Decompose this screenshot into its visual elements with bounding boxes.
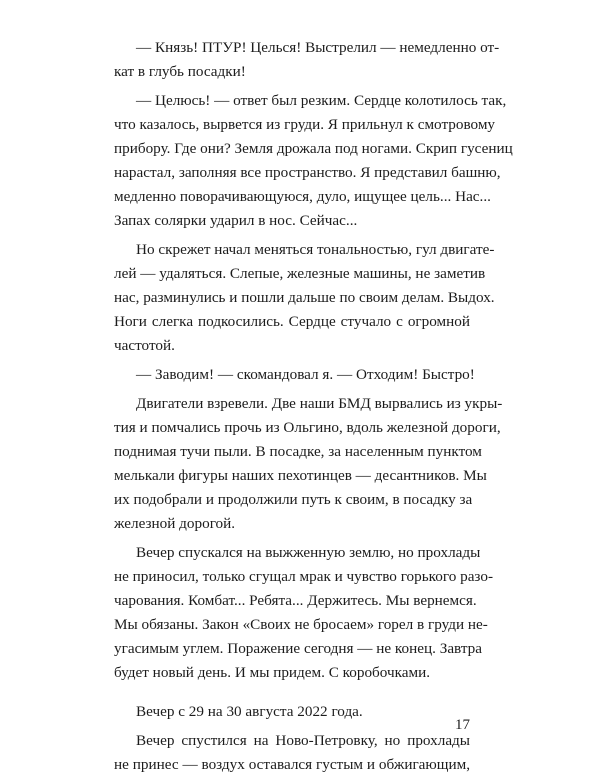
text-line: медленно поворачивающуюся, дуло, ищущее цель... Нас... <box>114 188 491 205</box>
text-line: угасимым углем. Поражение сегодня — не конец. Завтра <box>114 640 483 657</box>
text-line: нас, разминулись и пошли дальше по своим делам. Выдох. <box>114 289 495 306</box>
text-line: кат в глубь посадки! <box>114 63 246 80</box>
date-heading: Вечер с 29 на 30 августа 2022 года. <box>136 703 363 720</box>
text-line: будет новый день. И мы придем. С коробочками. <box>114 664 431 681</box>
text-line: лей — удаляться. Слепые, железные машины, не заметив <box>114 265 486 282</box>
text-line: Вечер спустился на Ново-Петровку, но прохлады <box>136 732 470 749</box>
text-line: нарастал, заполняя все пространство. Я представил башню, <box>114 164 501 181</box>
text-line: Мы обязаны. Закон «Своих не бросаем» горел в груди не- <box>114 616 488 633</box>
text-line: что казалось, вырвется из груди. Я прильнул к смотровому <box>114 116 496 133</box>
text-line: Запах солярки ударил в нос. Сейчас... <box>114 212 358 229</box>
text-line: — Князь! ПТУР! Целься! Выстрелил — немедленно от- <box>136 39 500 56</box>
text-line: прибору. Где они? Земля дрожала под ногами. Скрип гусениц <box>114 140 513 157</box>
text-line: частотой. <box>114 337 175 354</box>
text-line: не принес — воздух оставался густым и обжигающим, <box>114 756 470 773</box>
text-line: мелькали фигуры наших пехотинцев — десантников. Мы <box>114 467 487 484</box>
text-line: чарования. Комбат... Ребята... Держитесь. Мы вернемся. <box>114 592 477 609</box>
text-line: Но скрежет начал меняться тональностью, гул двигате- <box>136 241 495 258</box>
text-line: поднимая тучи пыли. В посадке, за населенным пунктом <box>114 443 482 460</box>
text-line: их подобрали и продолжили путь к своим, в посадку за <box>114 491 473 508</box>
text-line: Ноги слегка подкосились. Сердце стучало с огромной <box>114 313 470 330</box>
page-number: 17 <box>455 717 470 733</box>
text-line: — Целюсь! — ответ был резким. Сердце колотилось так, <box>136 92 507 109</box>
text-line: — Заводим! — скомандовал я. — Отходим! Быстро! <box>136 366 475 383</box>
text-line: не приносил, только сгущал мрак и чувство горького разо- <box>114 568 493 585</box>
text-line: Вечер спускался на выжженную землю, но прохлады <box>136 544 481 561</box>
text-line: тия и помчались прочь из Ольгино, вдоль железной дороги, <box>114 419 501 436</box>
text-line: Двигатели взревели. Две наши БМД вырвались из укры- <box>136 395 503 412</box>
text-line: железной дорогой. <box>114 515 236 532</box>
